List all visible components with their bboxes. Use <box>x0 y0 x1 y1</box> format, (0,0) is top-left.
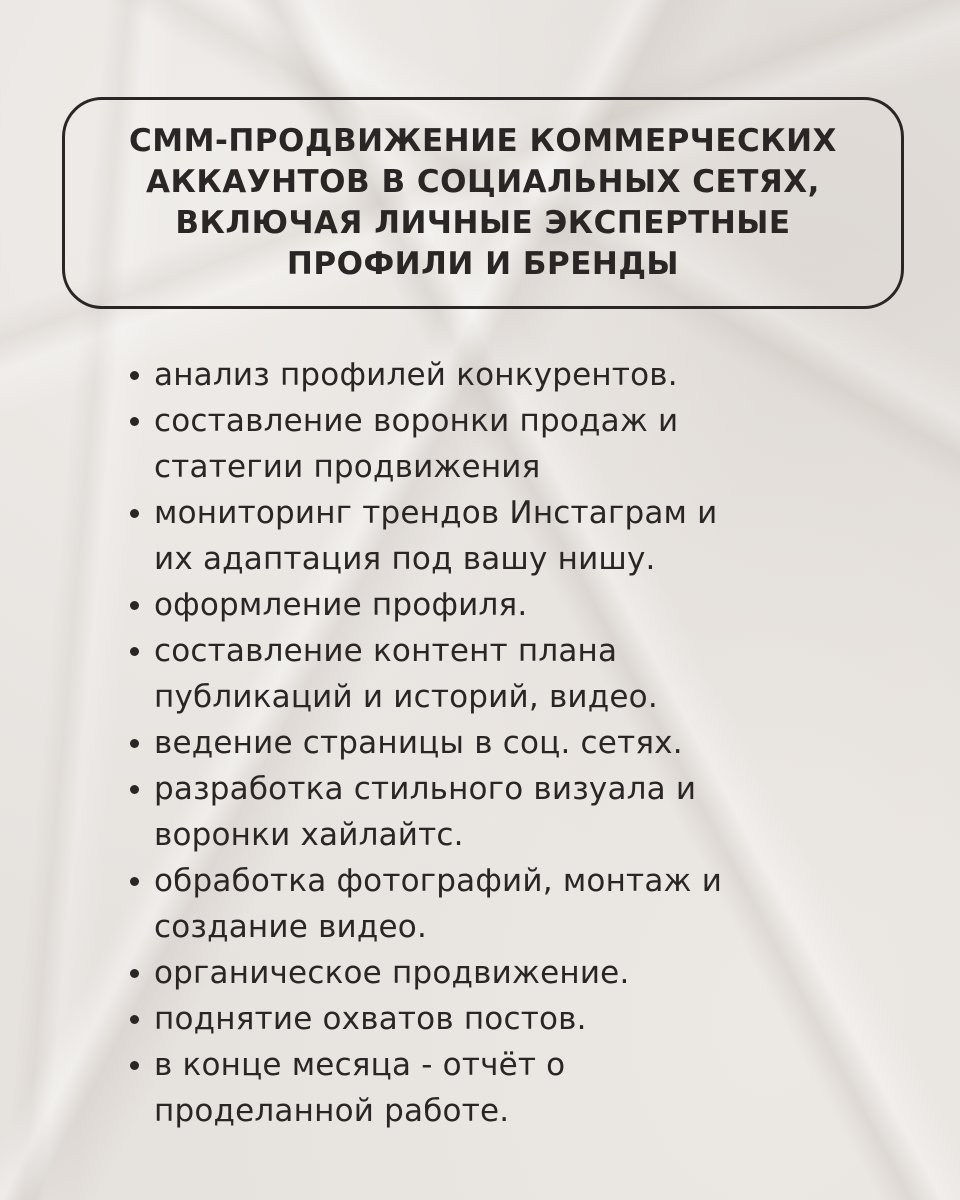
header-box <box>62 97 904 309</box>
service-item-organic-promotion <box>130 950 890 996</box>
service-item-sales-funnel <box>130 398 890 490</box>
bullet-icon <box>130 1061 139 1070</box>
bullet-icon <box>130 877 139 886</box>
service-item-content-plan <box>130 628 890 720</box>
service-item-label: ведение страницы в соц. сетях. <box>154 725 683 761</box>
bullet-icon <box>130 601 139 610</box>
service-item-page-management <box>130 720 890 766</box>
service-item-label: составление воронки продаж и статегии продвижения <box>154 403 679 485</box>
service-list <box>130 352 890 1134</box>
bullet-icon <box>130 785 139 794</box>
bullet-icon <box>130 739 139 748</box>
service-item-label: разработка стильного визуала и воронки хайлайтс. <box>154 771 697 853</box>
service-item-label: мониторинг трендов Инстаграм и их адаптация под вашу нишу. <box>154 495 718 577</box>
service-item-profile-design <box>130 582 890 628</box>
service-item-trend-monitoring <box>130 490 890 582</box>
service-item-visual-design <box>130 766 890 858</box>
service-item-reach-boost <box>130 996 890 1042</box>
service-item-label: составление контент плана публикаций и историй, видео. <box>154 633 658 715</box>
service-item-photo-video-editing <box>130 858 890 950</box>
bullet-icon <box>130 647 139 656</box>
page-title: СММ-ПРОДВИЖЕНИЕ КОММЕРЧЕСКИХ АККАУНТОВ В СОЦИАЛЬНЫХ СЕТЯХ, ВКЛЮЧАЯ ЛИЧНЫЕ ЭКСПЕРТНЫЕ ПРОФИЛИ И БРЕНДЫ <box>129 123 837 282</box>
service-item-label: обработка фотографий, монтаж и создание видео. <box>154 863 723 945</box>
service-item-competitor-analysis <box>130 352 890 398</box>
service-item-monthly-report <box>130 1042 890 1134</box>
service-item-label: поднятие охватов постов. <box>154 1001 587 1037</box>
bullet-icon <box>130 417 139 426</box>
service-item-label: в конце месяца - отчёт о проделанной работе. <box>154 1047 566 1129</box>
service-item-label: анализ профилей конкурентов. <box>154 357 678 393</box>
service-item-label: органическое продвижение. <box>154 955 630 991</box>
bullet-icon <box>130 969 139 978</box>
bullet-icon <box>130 371 139 380</box>
bullet-icon <box>130 1015 139 1024</box>
bullet-icon <box>130 509 139 518</box>
service-item-label: оформление профиля. <box>154 587 528 623</box>
